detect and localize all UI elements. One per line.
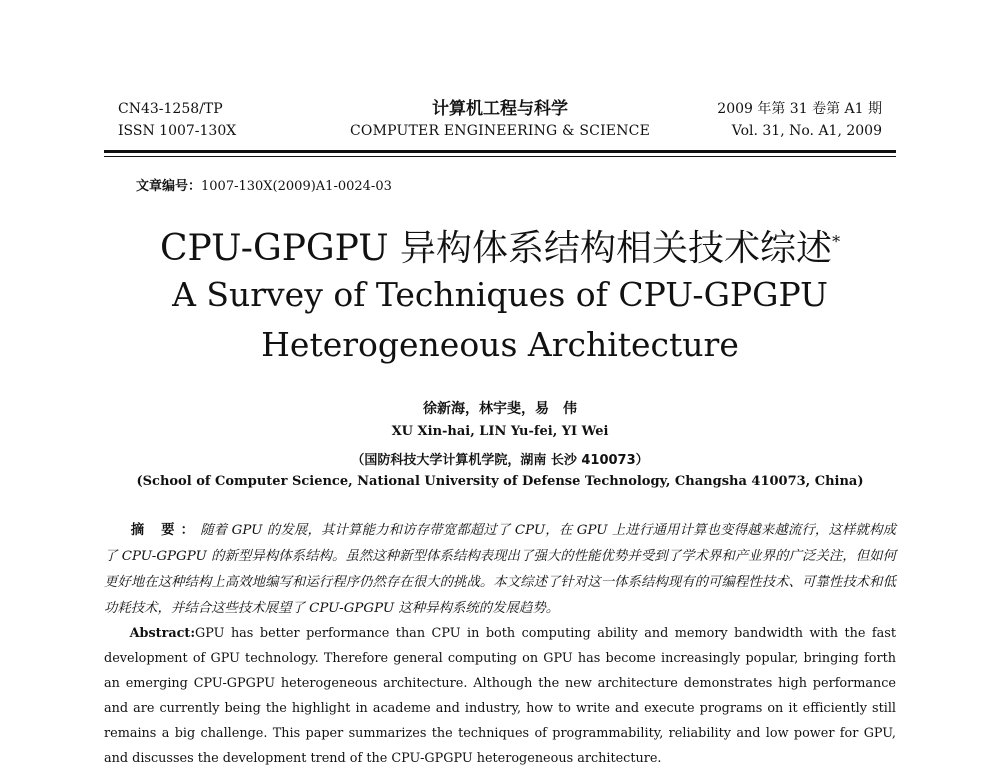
abstract-cn [104,518,896,622]
article-number [136,175,392,194]
affiliation-cn: （国防科技大学计算机学院，湖南 长沙 410073） [351,453,649,468]
abstract-en-text: GPU has better performance than CPU in both computing ability and memory bandwidth with the fast development of GPU technology. Therefore general computing on GPU has become increasingly popular, bringing forth an emerging CPU-GPGPU heterogeneous architecture. Although the new architecture demonstrates high performance and are currently being the highlight in academe and industry, how to write and execute programs on it efficiently still remains a big challenge. This paper summarizes the techniques of programmability, reliability and low power for GPU, and discusses the development trend of the CPU-GPGPU heterogeneous architecture. [104,626,896,766]
title-footnote-mark: * [832,232,841,251]
article-number-label: 文章编号： [136,179,202,194]
paper-title-en-line1: A Survey of Techniques of CPU-GPGPU [172,275,828,314]
paper-title-cn-text: CPU-GPGPU 异构体系结构相关技术综述 [159,228,833,269]
abstract-cn-text: 随着 GPU 的发展，其计算能力和访存带宽都超过了 CPU，在 GPU 上进行通用计算也变得越来越流行，这样就构成了 CPU-GPGPU 的新型异构体系结构。虽然这种新型体系结构表现出了强大的性能优势并受到了学术界和产业界的广泛关注，但如何更好地在这种结构上高效地编写和运行程序仍然存在很大的挑战。本文综述了针对这一体系结构现有的可编程性技术、可靠性技术和低功耗技术，并结合这些技术展望了 CPU-GPGPU 这种异构系统的发展趋势。 [104,523,896,616]
journal-header [118,98,882,144]
authors-cn: 徐新海，林宇斐，易 伟 [423,401,577,417]
article-number-value: 1007-130X(2009)A1-0024-03 [201,179,392,194]
abstract-en-label: Abstract: [129,626,196,641]
issn-number: ISSN 1007-130X [118,123,237,139]
issue-en: Vol. 31, No. A1, 2009 [731,123,882,139]
abstract-en [104,621,896,771]
journal-name-cn: 计算机工程与科学 [432,99,568,119]
paper-title-cn [0,218,1000,273]
issue-cn: 2009 年第 31 卷第 A1 期 [717,101,882,117]
affiliation-en: (School of Computer Science, National University of Defense Technology, Changsha 410073, China) [136,474,864,489]
abstract-cn-label: 摘 要： [130,523,201,538]
journal-name-en: COMPUTER ENGINEERING & SCIENCE [349,123,651,139]
header-rule-thick [104,150,896,153]
paper-title-en [0,270,1000,370]
paper-title-en-line2: Heterogeneous Architecture [261,325,739,364]
cn-serial-number: CN43-1258/TP [118,101,223,117]
authors-en: XU Xin-hai, LIN Yu-fei, YI Wei [391,424,609,439]
header-rule-thin [104,156,896,157]
header-right [717,98,882,142]
